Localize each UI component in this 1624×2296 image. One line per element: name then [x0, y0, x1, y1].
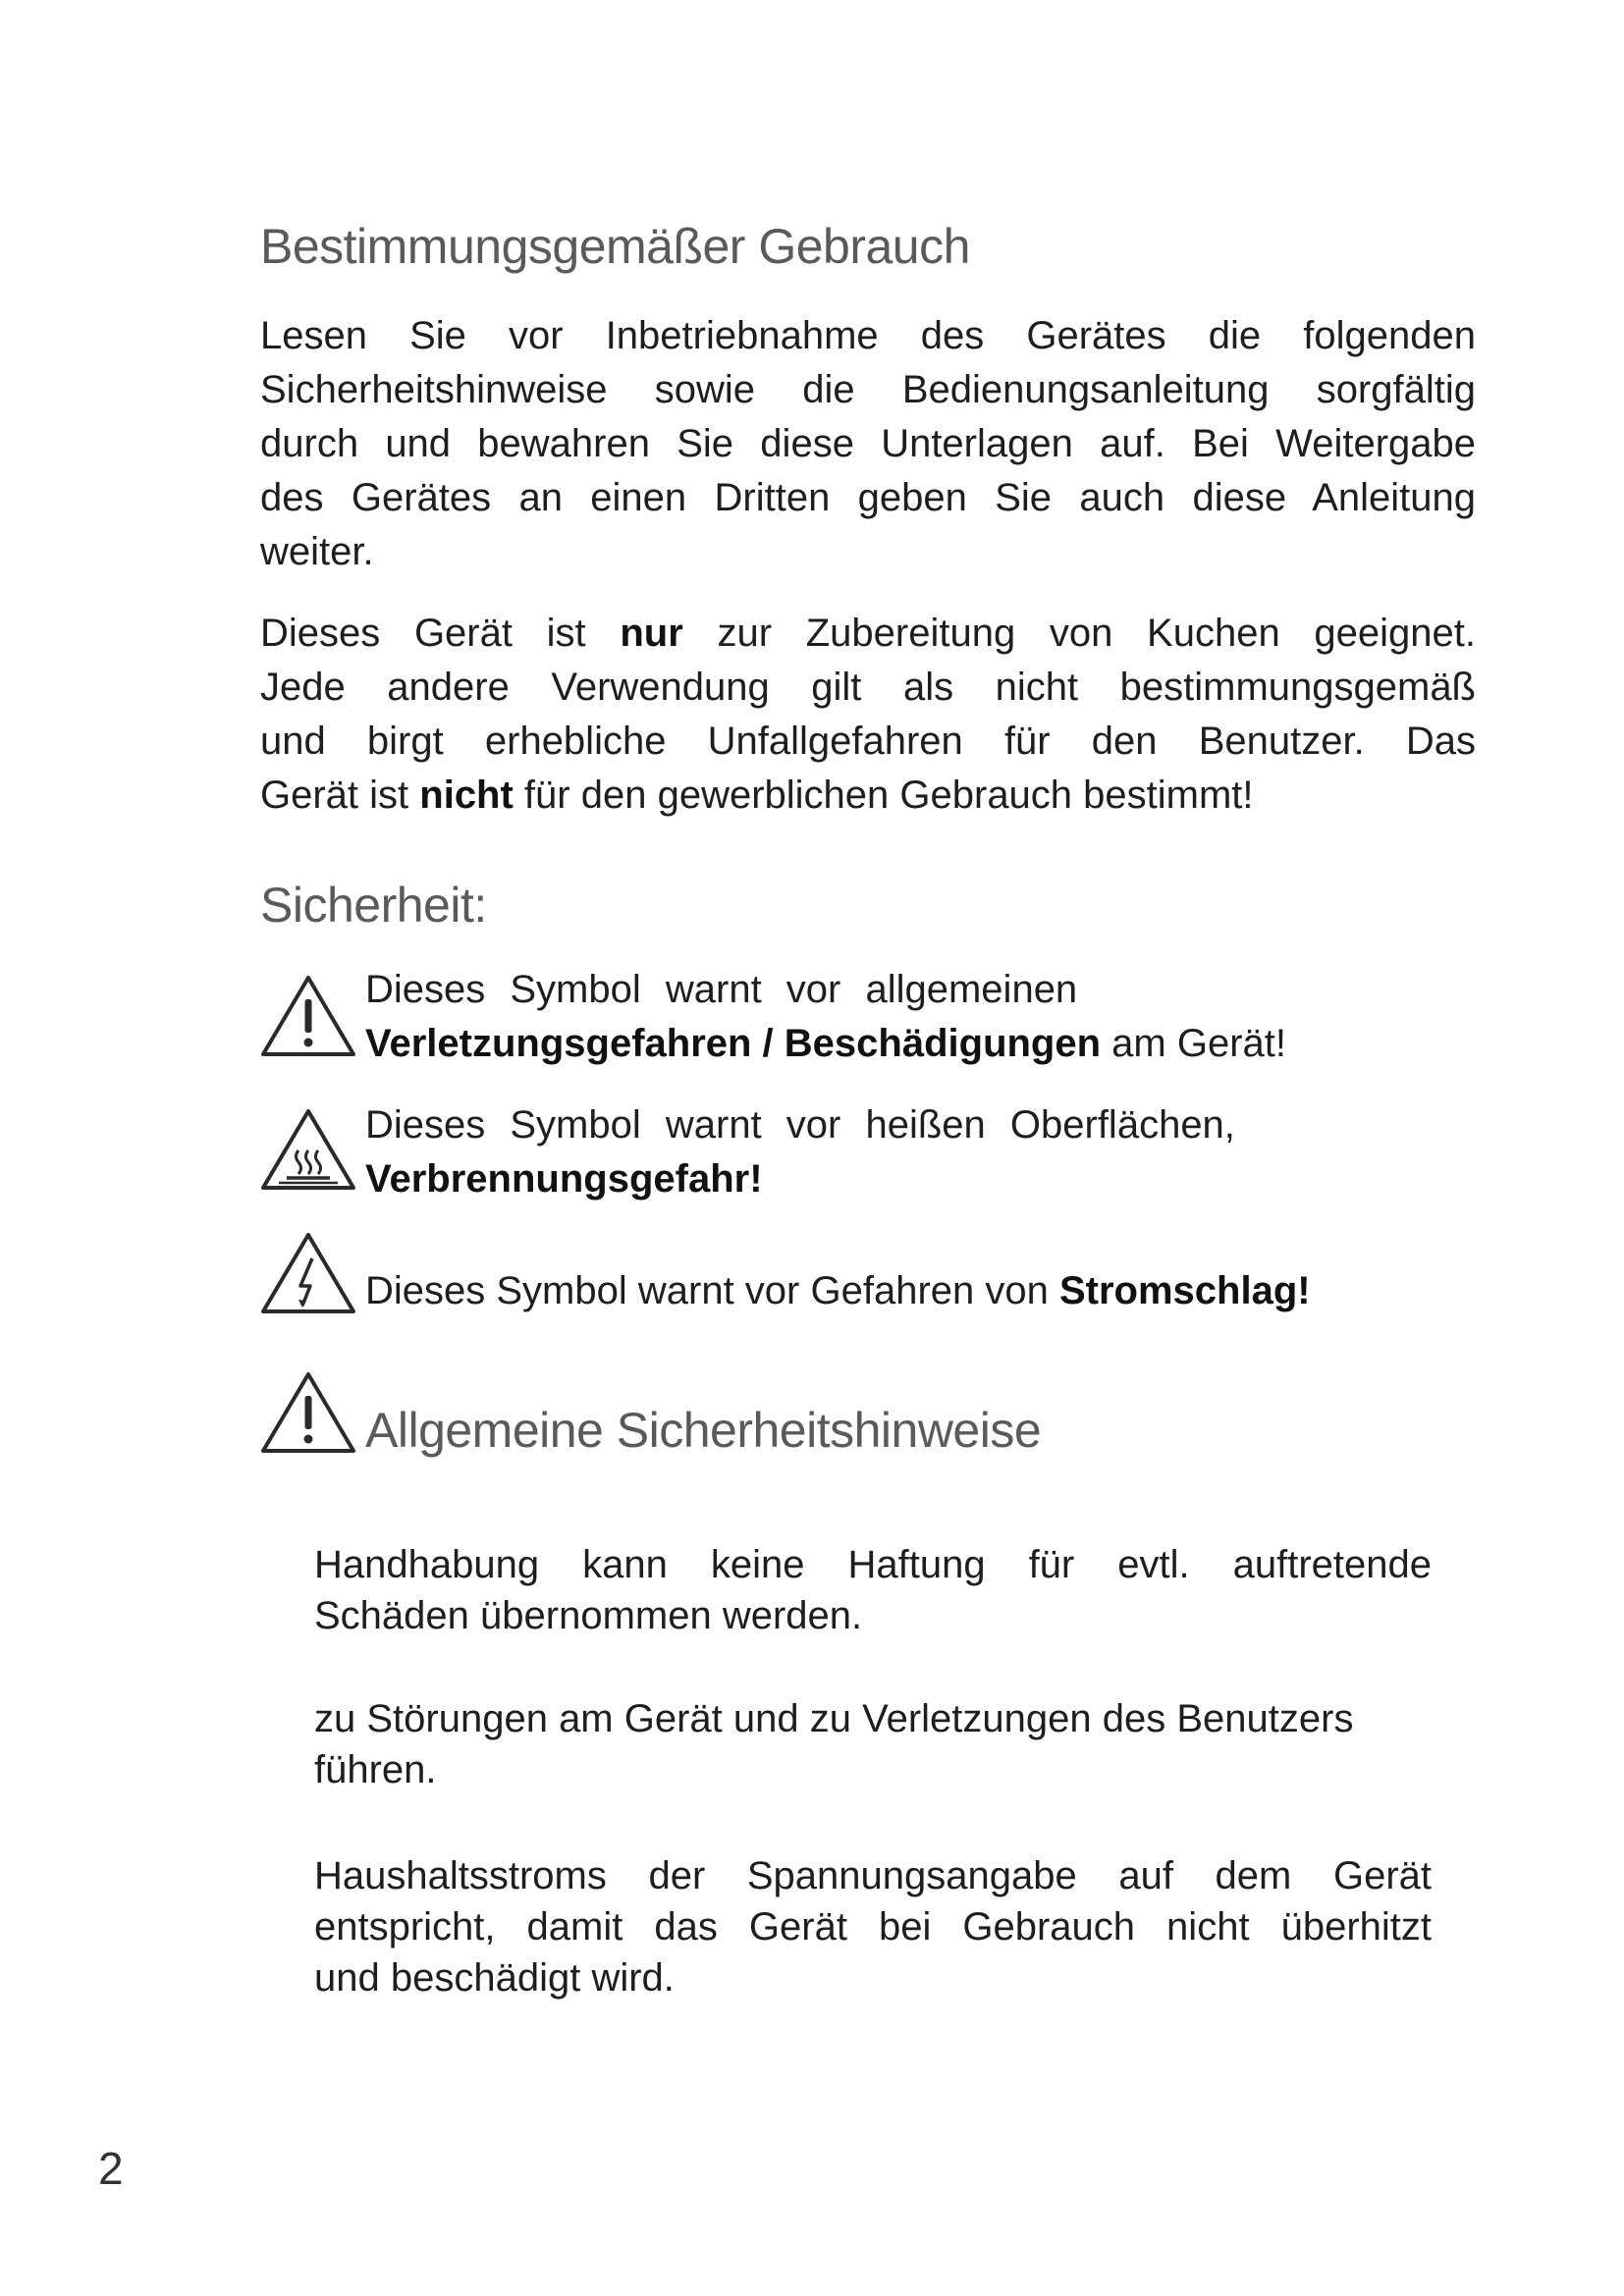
text-line	[365, 1017, 1347, 1071]
warning-electric-shock	[365, 1264, 1494, 1318]
text-line: Dieses Symbol warnt vor allgemeinen	[365, 968, 1078, 1011]
text-line: Handhabung kann keine Haftung für evtl. auftretende	[314, 1543, 1432, 1586]
text-line: zu Störungen am Gerät und zu Verletzungen des Benutzers	[314, 1697, 1354, 1740]
text-line: entspricht, damit das Gerät bei Gebrauch nicht überhitzt	[314, 1905, 1432, 1949]
exclamation-triangle-icon	[259, 974, 357, 1058]
section-heading-safety: Sicherheit:	[260, 878, 487, 933]
text-fragment: Dieses Gerät ist	[260, 612, 621, 655]
text-line: Schäden übernommen werden.	[314, 1594, 863, 1637]
text-line: Sicherheitshinweise sowie die Bedienungsanleitung sorgfältig	[260, 368, 1476, 411]
emphasis-not: nicht	[419, 774, 514, 817]
safety-note	[314, 1693, 1432, 1795]
safety-note	[314, 1850, 1432, 2003]
text-line	[260, 769, 1476, 823]
text-fragment: am Gerät!	[1101, 1022, 1286, 1065]
page-number: 2	[98, 2143, 124, 2194]
text-line: weiter.	[260, 530, 374, 573]
hot-surface-triangle-icon	[259, 1107, 357, 1192]
text-line: und birgt erhebliche Unfallgefahren für den Benutzer. Das	[260, 720, 1476, 763]
warning-emphasis: Verbrennungsgefahr!	[365, 1157, 763, 1201]
text-line: führen.	[314, 1748, 437, 1791]
section-heading-general-safety: Allgemeine Sicherheitshinweise	[365, 1403, 1042, 1458]
text-line: Dieses Symbol warnt vor heißen Oberflächen,	[365, 1103, 1235, 1147]
text-line	[365, 1152, 1347, 1206]
text-line: des Gerätes an einen Dritten geben Sie auch diese Anleitung	[260, 476, 1476, 519]
intro-paragraph	[260, 309, 1476, 579]
usage-paragraph	[260, 607, 1476, 823]
warning-general	[365, 963, 1347, 1071]
text-fragment: für den gewerblichen Gebrauch bestimmt!	[513, 774, 1254, 817]
text-line: durch und bewahren Sie diese Unterlagen auf. Bei Weitergabe	[260, 422, 1476, 465]
exclamation-triangle-icon	[259, 1370, 357, 1455]
text-fragment: Dieses Symbol warnt vor Gefahren von	[365, 1269, 1059, 1312]
warning-emphasis: Stromschlag!	[1058, 1269, 1311, 1312]
safety-note	[314, 1539, 1432, 1641]
warning-emphasis: Verletzungsgefahren / Beschädigungen	[365, 1022, 1102, 1065]
text-line: Haushaltsstroms der Spannungsangabe auf dem Gerät	[314, 1854, 1432, 1897]
text-line: Jede andere Verwendung gilt als nicht bestimmungsgemäß	[260, 666, 1476, 709]
text-line	[365, 1264, 1494, 1318]
text-line: und beschädigt wird.	[314, 1956, 675, 2000]
emphasis-only: nur	[620, 612, 683, 655]
text-line: Lesen Sie vor Inbetriebnahme des Gerätes die folgenden	[260, 314, 1476, 357]
text-fragment: Gerät ist	[260, 774, 420, 817]
warning-hot-surface	[365, 1098, 1347, 1206]
text-fragment: zur Zubereitung von Kuchen geeignet.	[682, 612, 1476, 655]
text-line	[260, 607, 1476, 661]
section-heading-intended-use: Bestimmungsgemäßer Gebrauch	[260, 219, 970, 274]
electric-shock-triangle-icon	[259, 1231, 357, 1315]
